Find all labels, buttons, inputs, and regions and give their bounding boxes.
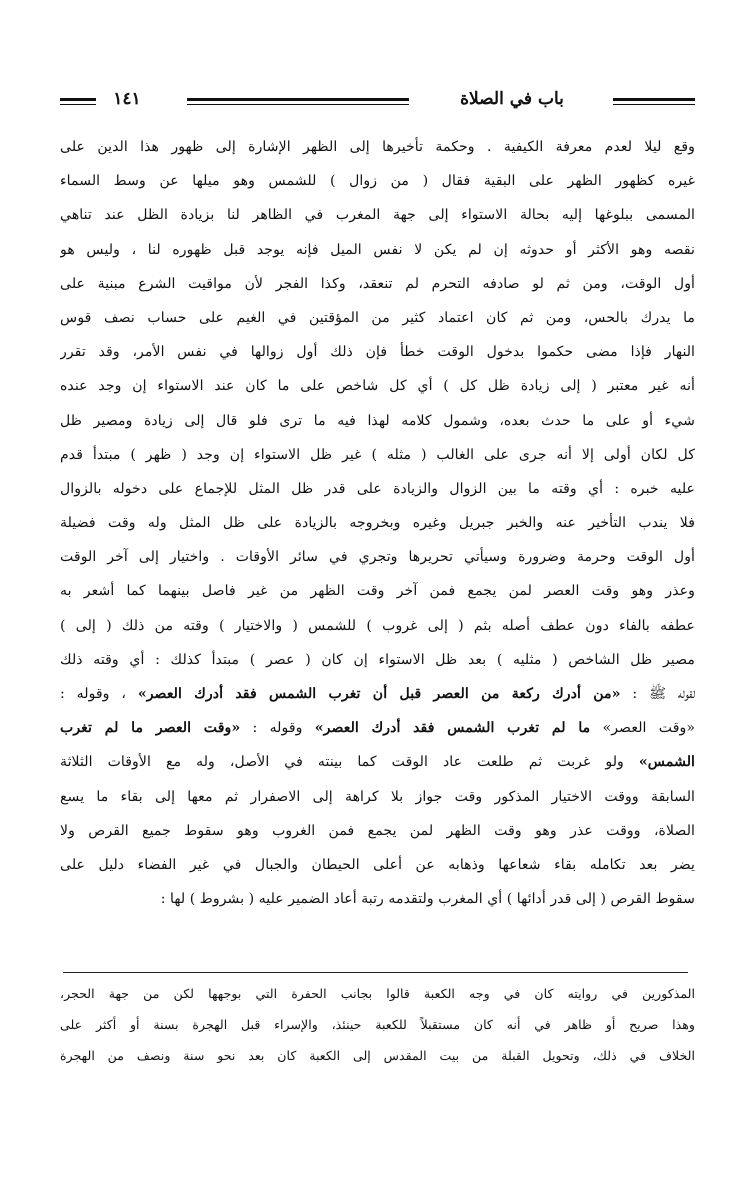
text-segment: الصلاة، ووقت عذر وهو وقت الظهر لمن يجمع فمن الغروب وهو سقوط جميع القرص ولا [60,822,695,839]
text-segment: كل لكان أولى إلا أنه جرى على الغالب ( مثله ) غير ظل الاستواء إن وجد ( ظهر ) مبتدأ قدم [60,446,695,463]
text-line [60,574,695,608]
text-line [60,882,695,916]
text-line [60,130,695,164]
text-line [60,369,695,403]
text-line [60,301,695,335]
page-number: ١٤١ [113,89,141,109]
text-segment: وعذر وهو وقت العصر لمن يجمع فمن آخر وقت الظهر من غير فاصل بينهما كما أشعر به [60,583,695,600]
hadith-quote: الشمس» [638,754,695,771]
text-segment: يضر بعد تكامله بقاء شعاعها وذهابه عن أعلى الحيطان والجبال في غير الفضاء دليل على [60,856,695,873]
text-line [60,267,695,301]
text-line [60,609,695,643]
header-rule-middle [187,98,409,108]
chapter-title: باب في الصلاة [460,89,564,109]
footnotes [60,978,695,1071]
text-segment: السابقة ووقت الاختيار المذكور وقت جواز بلا كراهة إلى الاصفرار ثم معها إلى بقاء ما يسع [60,788,695,805]
text-line [60,164,695,198]
footnote-line: الخلاف في ذلك، وتحويل القبلة من بيت المقدس إلى الكعبة كان بعد نحو سنة ونصف من الهجرة [60,1048,695,1063]
text-segment: فلا يندب التأخير عنه والخبر جبريل وغيره وبخروجه بالزيادة على ظل المثل وله وقت فضيلة [60,515,695,532]
text-segment: ولو غربت ثم طلعت عاد الوقت كما بينته في الأصل، وله مع الأوقات الثلاثة [60,754,639,771]
text-line [60,198,695,232]
text-segment: سقوط القرص ( إلى قدر أدائها ) أي المغرب ولتقدمه رتبة أعاد الضمير عليه ( بشروط ) لها : [160,891,695,908]
text-segment: ، وقوله : [60,686,138,702]
text-line [60,438,695,472]
text-line [60,472,695,506]
text-segment: شيء أو على ما حدث بعده، وشمول كلامه لهذا فيه ما ترى فلو قال إلى زيادة ومصير ظل [60,412,695,429]
text-line [60,506,695,540]
text-segment: وقع ليلا لعدم معرفة الكيفية . وحكمة تأخيرها إلى الظهر الإشارة إلى ظهور هذا الدين على [60,139,695,155]
header-rule-left [60,98,96,108]
header-rule-right [613,98,695,108]
text-segment: نقصه وهو الأكثر أو حدوثه إن لم يكن لا نفس الميل فإنه يوجد قبل ظهوره لنا ، وليس هو [60,241,695,258]
text-line [60,335,695,369]
footnote-line: المذكورين في روايته كان في وجه الكعبة قالوا بجانب الحفرة التي بوجهها لكن من جهة الحجر، [60,986,695,1001]
text-segment: عليه خبره : أي وقته ما بين الزوال والزيادة على قدر ظل المثل للإجماع على دخوله بالزوال [60,480,695,497]
text-segment: أول الوقت وحرمة وضرورة وسيأتي تحريرها وتجري في سائر الأوقات . واختيار إلى آخر الوقت [60,549,695,566]
hadith-quote: «وقت العصر ما لم تغرب [60,720,241,737]
text-segment: أنه غير معتبر ( إلى زيادة ظل كل ) أي كل شاخص على ما كان عند الاستواء إن وجد عنده [60,378,695,395]
text-line [60,540,695,574]
text-segment: وقوله : [240,720,315,737]
text-line [60,404,695,438]
main-text [60,130,695,916]
text-line [60,711,695,745]
text-segment: مصير ظل الشاخص ( مثليه ) بعد ظل الاستواء إن كان ( عصر ) مبتدأ كذلك : أي وقته ذلك [60,651,695,668]
text-segment: أول الوقت، ومن ثم لو صادفه التحرم لم تنعقد، وكذا الفجر لأن مواقيت الشرع مبنية على [60,275,695,292]
text-segment: المسمى ببلوغها إليه بحالة الاستواء إلى جهة المغرب في الظاهر لنا بزيادة الظل عند تناهي [60,207,695,224]
running-header [60,89,695,116]
text-segment: ما يدرك بالحس، ومن ثم كان اعتماد كثير من المؤقتين في الغيم على حساب نصف قوس [60,309,695,326]
text-line [60,780,695,814]
footnote-separator [63,972,688,973]
text-line [60,745,695,779]
text-line [60,677,695,711]
footnote-line: وهذا صريح أو ظاهر في أنه كان مستقبلاً للكعبة حينئذ، والإسراء قبل الهجرة بسنة أو أكثر على [60,1017,695,1032]
book-page [60,89,695,1152]
text-segment: لقوله ﷺ : [620,686,695,702]
text-line [60,233,695,267]
hadith-quote: «من أدرك ركعة من العصر قبل أن تغرب الشمس فقد أدرك العصر» [137,686,621,702]
text-line [60,848,695,882]
text-line [60,643,695,677]
text-segment: «وقت العصر» [590,720,695,737]
text-segment: غيره كظهور الظهر على البقية فقال ( من زوال ) للشمس وهو ميلها عن وسط السماء [60,173,695,190]
text-line [60,814,695,848]
hadith-quote: ما لم تغرب الشمس فقد أدرك العصر» [314,720,591,737]
text-segment: عطفه بالفاء دون عطف أصله بثم ( إلى غروب ) للشمس ( والاختيار ) وقته من ذلك ( إلى ) [60,617,695,634]
text-segment: النهار فإذا مضى حكموا بدخول الوقت خطأ فإن ذلك أول زوالها في نفس الأمر، وقد تقرر [60,344,695,361]
